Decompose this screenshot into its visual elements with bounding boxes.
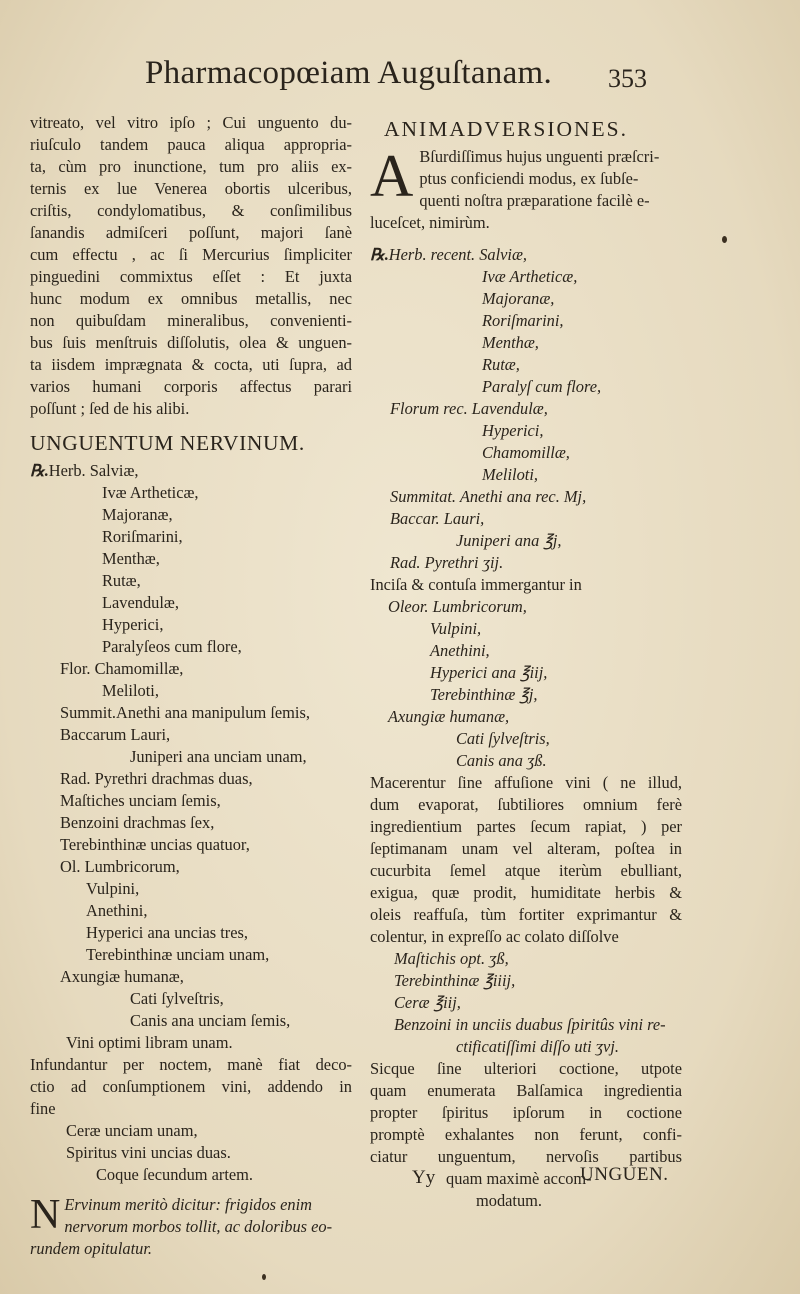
recipe-line-text: Rad. Pyrethri ʒij.: [390, 553, 504, 572]
recipe-line-text: Terebinthinæ uncias quatuor,: [60, 835, 250, 854]
dissolve-line: Terebinthinæ ℥iiij,: [394, 971, 516, 990]
recipe-line-text: Rutæ,: [102, 571, 141, 590]
recipe-line-text: Flor. Chamomillæ,: [60, 659, 184, 678]
oil-line: Oleor. Lumbricorum,: [388, 597, 527, 616]
recipe-line: [30, 966, 352, 988]
recipe-line-text: Roriſmarini,: [102, 527, 183, 546]
left-column: [30, 112, 352, 1260]
recipe-line-text: Cati ſylveſtris,: [130, 989, 224, 1008]
recipe-line-text: Herb. recent. Salviæ,: [388, 245, 528, 264]
recipe-line-text: Canis ana unciam ſemis,: [130, 1011, 291, 1030]
recipe-line: [30, 460, 352, 482]
recipe-line: [370, 442, 682, 464]
text-line: ſanandis admiſceri poſſunt, majori ſanè: [30, 223, 352, 242]
recipe-line: [370, 332, 682, 354]
recipe-line: [30, 812, 352, 834]
text-line: vitreato, vel vitro ipſo ; Cui unguento du-: [30, 113, 352, 132]
note-line: rundem opitulatur.: [30, 1239, 153, 1258]
recipe-line: [30, 636, 352, 658]
text-line: cum effectu , ac ſi Mercurius ſimpliciter: [30, 245, 352, 264]
recipe-line: [370, 420, 682, 442]
text-line: luceſcet, nimirùm.: [370, 213, 490, 232]
recipe-line: [30, 878, 352, 900]
text-line: ctio ad conſumptionem vini, addendo in: [30, 1077, 352, 1096]
recipe-line: [30, 1032, 352, 1054]
recipe-line-text: Hyperici,: [102, 615, 164, 634]
recipe-line: [370, 508, 682, 530]
recipe-line: [30, 570, 352, 592]
maceration-paragraph: [370, 772, 682, 948]
recipe-line-text: Ivæ Artheticæ,: [482, 267, 578, 286]
recipe-line-text: Chamomillæ,: [482, 443, 570, 462]
text-line: varios humani corporis affectus parari: [30, 377, 352, 396]
text-line: pinguedini commixtus eſſet : Et juxta: [30, 267, 352, 286]
text-line: quenti noſtra præparatione facilè e-: [419, 191, 650, 210]
recipe-line: [370, 376, 682, 398]
addenda-list: [30, 1120, 352, 1186]
recipe-line: [370, 288, 682, 310]
recipe-line-text: Meliloti,: [482, 465, 538, 484]
text-line: quam maximè accom-: [446, 1169, 592, 1188]
recipe-line-text: Baccarum Lauri,: [60, 725, 171, 744]
signature-mark: Yy: [412, 1167, 436, 1188]
left-recipe-list: [30, 460, 352, 1054]
page-number: 353: [608, 64, 647, 93]
recipe-line: [370, 552, 682, 574]
recipe-line: [30, 658, 352, 680]
recipe-line-text: Summitat. Anethi ana rec. Mj,: [390, 487, 587, 506]
recipe-line: [30, 988, 352, 1010]
recipe-line-text: Hyperici,: [482, 421, 544, 440]
text-line: criſtis, condylomatibus, & conſimilibus: [30, 201, 352, 220]
recipe-line-text: Maſtiches unciam ſemis,: [60, 791, 221, 810]
recipe-line-text: Juniperi ana ℥j,: [456, 531, 562, 550]
text-line: exigua, quæ prodit, humiditate herbis &: [370, 883, 682, 902]
recipe-line: [370, 310, 682, 332]
recipe-line: [30, 900, 352, 922]
recipe-line: [30, 1010, 352, 1032]
recipe-line-text: Ol. Lumbricorum,: [60, 857, 180, 876]
recipe-line: [370, 398, 682, 420]
recipe-line-text: Roriſmarini,: [482, 311, 564, 330]
ink-speck: [262, 1274, 266, 1280]
recipe-line: [370, 354, 682, 376]
recipe-line-text: Baccar. Lauri,: [390, 509, 485, 528]
oil-line: Anethini,: [430, 641, 490, 660]
recipe-line: [370, 244, 682, 266]
text-line: modatum.: [476, 1191, 543, 1210]
infusion-instructions: [30, 1054, 352, 1120]
recipe-line: [370, 464, 682, 486]
text-line: cucurbita ſemel atque iterùm ebulliant,: [370, 861, 682, 880]
note-initial: N: [30, 1192, 61, 1238]
text-line: quam enumerata Balſamica ingredientia: [370, 1081, 682, 1100]
recipe-line: [370, 486, 682, 508]
recipe-line-text: Axungiæ humanæ,: [60, 967, 184, 986]
text-line: hunc modum ex omnibus metallis, nec: [30, 289, 352, 308]
animadversiones-intro: [370, 146, 682, 234]
recipe-line-text: Paralyſeos cum flore,: [102, 637, 242, 656]
recipe-line-text: Menthæ,: [102, 549, 160, 568]
note-line: nervorum morbos tollit, ac doloribus eo-: [64, 1217, 333, 1236]
text-line: dum evaporat, ſubtiliores omnium ferè: [370, 795, 682, 814]
recipe-line: [30, 922, 352, 944]
recipe-line-text: Juniperi ana unciam unam,: [130, 747, 307, 766]
recipe-line-text: Herb. Salviæ,: [48, 461, 139, 480]
oil-line: Vulpini,: [430, 619, 482, 638]
text-line: Infundantur per noctem, manè fiat deco-: [30, 1055, 352, 1074]
recipe-line: [30, 614, 352, 636]
recipe-line: [30, 790, 352, 812]
recipe-line-text: Rad. Pyrethri drachmas duas,: [60, 769, 253, 788]
text-line: ingredientium partes ſecum rapiat, ) per: [370, 817, 682, 836]
note-text: [30, 1194, 352, 1260]
text-line: propter ſpiritus ipſorum in coctione: [370, 1103, 682, 1122]
recipe-line-text: Meliloti,: [102, 681, 159, 700]
recipe-line-text: Menthæ,: [482, 333, 539, 352]
right-recipe-list: [370, 244, 682, 574]
recipe-line: [30, 548, 352, 570]
oils-list: [370, 596, 682, 772]
recipe-line-text: Rutæ,: [482, 355, 520, 374]
note-line: Ervinum meritò dicitur: frigidos enim: [64, 1195, 313, 1214]
section-heading-unguentum-nervinum: UNGUENTUM NERVINUM.: [30, 431, 305, 455]
recipe-line: [30, 856, 352, 878]
catchword: UNGUEN.: [580, 1164, 669, 1185]
text-line: promptè exhalantes non ferunt, confi-: [370, 1125, 682, 1144]
recipe-line: [30, 944, 352, 966]
text-line: colentur, in expreſſo ac colato diſſolve: [370, 927, 619, 946]
nervinum-note: [30, 1194, 352, 1260]
drop-initial: A: [370, 146, 414, 209]
text-line: ptus conficiendi modus, ex ſubſe-: [419, 169, 639, 188]
recipe-line-text: Lavendulæ,: [102, 593, 179, 612]
text-line: ſeptimanam unam vel alteram, poſtea in: [370, 839, 682, 858]
recipe-line: [30, 680, 352, 702]
dissolve-list: [370, 948, 682, 1058]
recipe-line-text: Majoranæ,: [102, 505, 173, 524]
recipe-line: [30, 724, 352, 746]
recipe-line-text: Vulpini,: [86, 879, 140, 898]
recipe-line-text: Paralyſ cum flore,: [482, 377, 602, 396]
text-line: Bſurdiſſimus hujus unguenti præſcri-: [419, 147, 660, 166]
dissolve-line: Ceræ ℥iij,: [394, 993, 461, 1012]
oil-line: Canis ana ʒß.: [456, 751, 547, 770]
dissolve-line: ctificatiſſimi diſſo uti ʒvj.: [456, 1037, 619, 1056]
text-line: ta, cùm pro inunctione, tum pro aliis ex-: [30, 157, 352, 176]
recipe-line: [30, 526, 352, 548]
recipe-rx-symbol: ℞.: [30, 461, 49, 480]
left-intro-paragraph: [30, 112, 352, 420]
recipe-line-text: Hyperici ana uncias tres,: [86, 923, 249, 942]
text-line: Sicque ſine ulteriori coctione, utpote: [370, 1059, 682, 1078]
text-line: poſſunt ; ſed de his alibi.: [30, 399, 190, 418]
animadversiones-intro-text: [370, 146, 682, 234]
right-column: [370, 112, 682, 1212]
recipe-line: [30, 834, 352, 856]
recipe-line: [30, 746, 352, 768]
section-heading-animadversiones: ANIMADVERSIONES.: [384, 117, 629, 141]
recipe-rx-symbol: ℞.: [370, 245, 389, 264]
recipe-line: [370, 266, 682, 288]
dissolve-line: Benzoini in unciis duabus ſpiritûs vini re-: [394, 1015, 666, 1034]
recipe-line: [370, 530, 682, 552]
recipe-line: [30, 768, 352, 790]
text-line: oleis reaffuſa, tùm fortiter exprimantur &: [370, 905, 682, 924]
oil-line: Axungiæ humanæ,: [388, 707, 510, 726]
addenda-line: Spiritus vini uncias duas.: [66, 1143, 231, 1162]
text-line: ta iisdem imprægnata & cocta, uti ſupra, ad: [30, 355, 352, 374]
text-line: Macerentur ſine affuſione vini ( ne illud,: [370, 773, 682, 792]
recipe-line-text: Majoranæ,: [482, 289, 555, 308]
running-title: Pharmacopœiam Auguſtanam.: [145, 55, 553, 91]
text-line: ciatur unguentum, nervoſis partibus: [370, 1147, 682, 1166]
recipe-line-text: Summit.Anethi ana manipulum ſemis,: [60, 703, 310, 722]
recipe-line-text: Vini optimi libram unam.: [66, 1033, 233, 1052]
text-line: ternis ex lue Venerea obortis ulceribus,: [30, 179, 352, 198]
recipe-line: [30, 702, 352, 724]
text-line: bus ſuis menſtruis diſſolutis, olea & unguen-: [30, 333, 352, 352]
oil-line: Terebinthinæ ℥j,: [430, 685, 538, 704]
dissolve-line: Maſtichis opt. ʒß,: [394, 949, 509, 968]
text-line: non quibuſdam mineralibus, convenienti-: [30, 311, 352, 330]
recipe-line-text: Ivæ Artheticæ,: [102, 483, 199, 502]
recipe-line: [30, 592, 352, 614]
recipe-line-text: Florum rec. Lavendulæ,: [390, 399, 548, 418]
oil-line: Cati ſylveſtris,: [456, 729, 550, 748]
text-line: riuſculo tandem pauca aliqua appropria-: [30, 135, 352, 154]
ink-speck: [722, 236, 727, 243]
recipe-line-text: Benzoini drachmas ſex,: [60, 813, 215, 832]
recipe-line: [30, 482, 352, 504]
text-line: fine: [30, 1099, 56, 1118]
incisa-line: Inciſa & contuſa immergantur in: [370, 575, 582, 594]
recipe-line: [30, 504, 352, 526]
oil-line: Hyperici ana ℥iij,: [430, 663, 548, 682]
recipe-line-text: Terebinthinæ unciam unam,: [86, 945, 270, 964]
addenda-line: Ceræ unciam unam,: [66, 1121, 198, 1140]
recipe-line-text: Anethini,: [86, 901, 148, 920]
addenda-line: Coque ſecundum artem.: [96, 1165, 254, 1184]
